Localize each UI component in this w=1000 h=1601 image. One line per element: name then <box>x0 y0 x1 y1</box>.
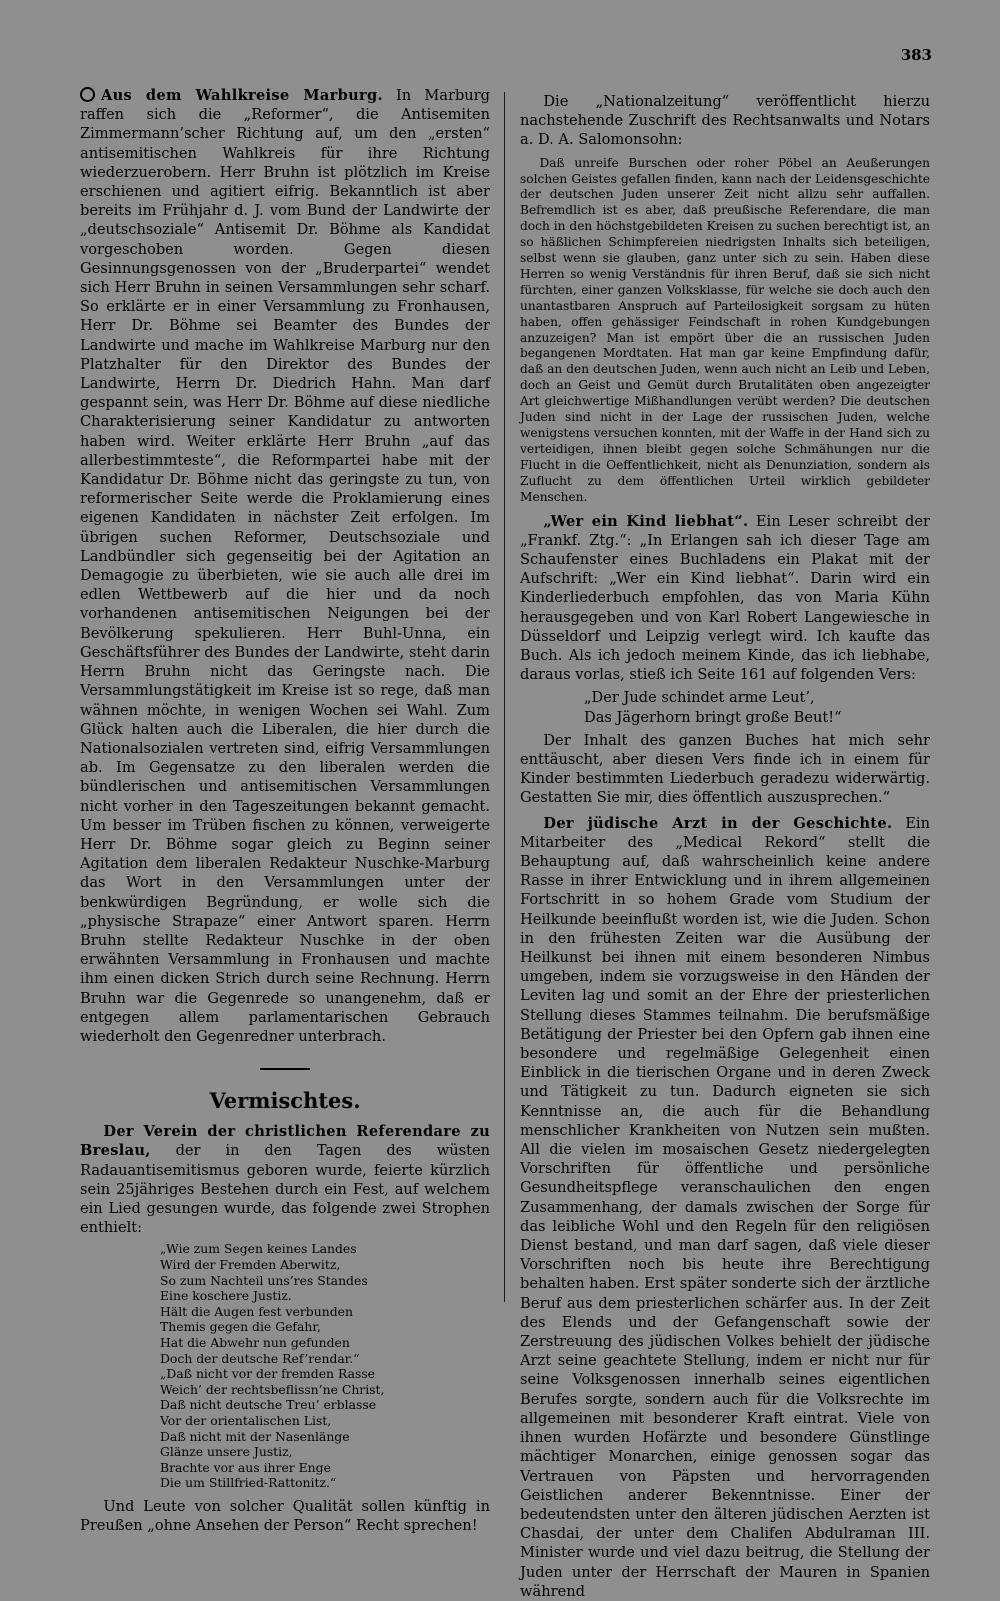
column-divider <box>504 92 505 1302</box>
article-body: der in den Tagen des wüsten Radauantisemitismus geboren wurde, feierte kürzlich sein 25jähriges Bestehen durch ein Fest, auf welchem ein Lied gesungen wurde, das folgende zwei Strophen enthielt: <box>80 1142 491 1237</box>
poem-line: „Wie zum Segen keines Landes <box>160 1241 357 1257</box>
poem-line: Wird der Fremden Aberwitz, <box>160 1256 341 1272</box>
article-body: Ein Leser schreibt der „Frankf. Ztg.“: „In Erlangen sah ich dieser Tage am Schaufenster eines Buchladens ein Plakat mit der Aufschrift: „Wer ein Kind liebhat“. Darin wird ein Kinderliederbuch empfohlen, das von Maria Kühn herausgegeben und von Karl Robert Langewiesche in Düsseldorf und Leipzig verlegt wird. Ich kaufte das Buch. Als ich jedoch meinem Kinde, das ich liebhabe, daraus vorlas, stieß ich Seite 161 auf folgenden Vers: <box>520 512 931 684</box>
poem-line: Brachte vor aus ihrer Enge <box>160 1459 331 1475</box>
article-heading: „Wer ein Kind liebhat“. <box>543 512 749 530</box>
verse <box>584 688 930 726</box>
article-heading: Der Verein der christlichen Referendare zu Breslau, <box>80 1123 490 1160</box>
poem-line: Vor der orientalischen List, <box>160 1412 332 1428</box>
salomonsohn-letter: Daß unreife Burschen oder roher Pöbel an Aeußerungen solchen Geistes gefallen finden, kann nach der Leidensgeschichte der deutschen Juden unserer Zeit nicht allzu sehr auffallen. Befremdlich ist es aber, daß preußische Referendare, die man doch in den höchstgebildeten Kreisen zu suchen berechtigt ist, an so häßlichen Schimpfereien niedrigsten Inhalts sich beteiligen, selbst wenn sie glauben, ganz unter sich zu sein. Haben diese Herren so wenig Verständnis für ihren Beruf, daß sie sich nicht fürchten, einer ganzen Volksklasse, für welche sie doch auch den unantastbaren Anspruch auf Parteilosigkeit sorgsam zu hüten haben, offen gehässiger Feindschaft in rohen Kundgebungen anzuzeigen? Man ist empört über die an russischen Juden begangenen Mordtaten. Hat man gar keine Empfindung dafür, daß an den deutschen Juden, wenn auch nicht an Leib und Leben, doch an Geist und Gemüt durch Brutalitäten oben angezeigter Art gleichwertige Mißhandlungen verübt werden? Die deutschen Juden sind nicht in der Lage der russischen Juden, welche wenigstens versuchen konnten, mit der Waffe in der Hand sich zu verteidigen, ihnen bleibt gegen solche Schmähungen nur die Flucht in die Oeffentlichkeit, nicht als Denunziation, sondern als Zuflucht zu dem öffentlichen Urteil wirklich gebildeter Menschen. <box>520 155 930 504</box>
poem-line: Doch der deutsche Ref’rendar.“ <box>160 1350 360 1366</box>
poem-line: Eine koschere Justiz. <box>160 1288 292 1304</box>
poem-line: „Daß nicht vor der fremden Rasse <box>160 1366 376 1382</box>
circle-mark-icon <box>80 87 95 102</box>
left-column <box>80 86 490 1535</box>
article-wahlkreis <box>80 86 490 1046</box>
poem <box>160 1241 490 1491</box>
section-divider <box>260 1068 310 1070</box>
article-heading: Der jüdische Arzt in der Geschichte. <box>543 814 893 832</box>
verse-line: Das Jägerhorn bringt große Beut!“ <box>584 708 842 726</box>
poem-line: Glänze unsere Justiz, <box>160 1444 293 1460</box>
article-body: Ein Mitarbeiter des „Medical Rekord“ stellt die Behauptung auf, daß wahrscheinlich keine andere Rasse in ihrer Entwicklung und in ihrem allgemeinen Fortschritt in so hohem Grade vom Studium der Heilkunde beeinflußt worden ist, wie die Juden. Schon in den frühesten Zeiten war die Ausübung der Heilkunst bei ihnen mit einem besonderen Nimbus umgeben, indem sie vorzugsweise in den Händen der Leviten lag und somit an der Ehre der priesterlichen Stellung dieses Stammes teilnahm. Die berufsmäßige Betätigung der Priester bei den Opfern gab ihnen eine besondere und regelmäßige Gelegenheit einen Einblick in die tierischen Organe und in deren Zweck und Tätigkeit zu tun. Dadurch eigneten sie sich Kenntnisse an, die auch für die Behandlung menschlicher Krankheiten von Nutzen sein mußten. All die vielen im mosaischen Gesetz niedergelegten Vorschriften für öffentliche und persönliche Gesundheitspflege veranschaulichen den engen Zusammenhang, der damals zwischen der Sorge für das leibliche Wohl und den Regeln für den religiösen Dienst bestand, und man darf sagen, daß viele dieser Vorschriften noch bis heute ihre Berechtigung behalten haben. Erst später sonderte sich der ärztliche Beruf aus dem priesterlichen schärfer aus. In der Zeit des Elends und der Gefangenschaft sowie der Zerstreuung des jüdischen Volkes behielt der jüdische Arzt seine geachtete Stellung, indem er nicht nur für seine Volksgenossen innerhalb seines eigentlichen Berufes sorgte, sondern auch für die Volksrechte im allgemeinen mit besonderer Kraft eintrat. Viele von ihnen wurden Hofärzte und besondere Günstlinge mächtiger Monarchen, einige genossen sogar das Vertrauen von Päpsten und hervorragenden Geistlichen anderer Bekenntnisse. Einer der bedeutendsten unter den älteren jüdischen Aerzten ist Chasdai, der unter dem Chalifen Abdulraman III. Minister wurde und viel dazu beitrug, die Stellung der Juden unter der Herrschaft der Mauren in Spanien während <box>520 814 931 1600</box>
page-number: 383 <box>900 46 932 64</box>
poem-line: Daß nicht deutsche Treu’ erblasse <box>160 1397 377 1413</box>
verse-line: „Der Jude schindet arme Leut’, <box>584 689 815 707</box>
article-kind-closing: Der Inhalt des ganzen Buches hat mich sehr enttäuscht, aber diesen Vers finde ich in einem für Kinder bestimmten Liederbuch geradezu widerwärtig. Gestatten Sie mir, dies öffentlich auszusprechen.“ <box>520 731 930 807</box>
article-heading: Aus dem Wahlkreise Marburg. <box>101 87 383 104</box>
poem-line: So zum Nachteil uns’res Standes <box>160 1272 368 1288</box>
section-title: Vermischtes. <box>209 1088 361 1114</box>
poem-line: Weich’ der rechtsbeflissn’ne Christ, <box>160 1381 385 1397</box>
article-verein <box>80 1122 490 1237</box>
poem-line: Hat die Abwehr nun gefunden <box>160 1334 350 1350</box>
poem-line: Themis gegen die Gefahr, <box>160 1319 321 1335</box>
right-column <box>520 92 930 1601</box>
nationalzeitung-intro: Die „Nationalzeitung“ veröffentlicht hierzu nachstehende Zuschrift des Rechtsanwalts und Notars a. D. A. Salomonsohn: <box>520 93 930 149</box>
article-closing: Und Leute von solcher Qualität sollen künftig in Preußen „ohne Ansehen der Person“ Recht sprechen! <box>80 1497 490 1535</box>
article-kind <box>520 512 930 685</box>
poem-line: Daß nicht mit der Nasenlänge <box>160 1428 350 1444</box>
article-body: In Marburg raffen sich die „Reformer“, die Antisemiten Zimmermann’scher Richtung auf, um den „ersten“ antisemitischen Wahlkreis für ihre Richtung wiederzuerobern. Herr Bruhn ist plötzlich im Kreise erschienen und agitiert eifrig. Bekanntlich ist aber bereits im Frühjahr d. J. vom Bund der Landwirte der „deutschsoziale“ Antisemit Dr. Böhme als Kandidat vorgeschoben worden. Gegen diesen Gesinnungsgenossen von der „Bruderpartei“ wendet sich Herr Bruhn in seinen Versammlungen sehr scharf. So erklärte er in einer Versammlung zu Fronhausen, Herr Dr. Böhme sei Beamter des Bundes der Landwirte und mache im Wahlkreise Marburg nur den Platzhalter für den Direktor des Bundes der Landwirte, Herrn Dr. Diedrich Hahn. Man darf gespannt sein, was Herr Dr. Böhme auf diese niedliche Charakterisierung seiner Kandidatur zu antworten haben wird. Weiter erklärte Herr Bruhn „auf das allerbestimmteste“, die Reformpartei habe mit der Kandidatur Dr. Böhme nicht das geringste zu tun, von reformerischer Seite werde die Proklamierung eines eigenen Kandidaten in nächster Zeit erfolgen. Im übrigen suchen Reformer, Deutschsoziale und Landbündler sich gegenseitig bei der Agitation an Demagogie zu überbieten, wie sie auch alle drei im edlen Wettbewerb auf die hier und da noch vorhandenen antisemitischen Neigungen bei der Bevölkerung spekulieren. Herr Buhl-Unna, ein Geschäftsführer des Bundes der Landwirte, steht darin Herrn Bruhn nicht das Geringste nach. Die Versammlungstätigkeit im Kreise ist so rege, daß man wähnen möchte, in wenigen Wochen sei Wahl. Zum Glück halten auch die Liberalen, die hier durch die Nationalsozialen vertreten sind, eifrig Versammlungen ab. Im Gegensatze zu den liberalen werden die bündlerischen und antisemitischen Versammlungen nicht vorher in den Tageszeitungen bekannt gemacht. Um besser im Trüben fischen zu können, verweigerte Herr Dr. Böhme sogar gleich zu Beginn seiner Agitation dem liberalen Redakteur Nuschke-Marburg das Wort in den Versammlungen unter der benkwürdigen Begründung, er wolle sich die „physische Strapaze“ einer Antwort sparen. Herrn Bruhn stellte Redakteur Nuschke in der oben erwähnten Versammlung in Fronhausen und machte ihm einen dicken Strich durch seine Rechnung. Herrn Bruhn war die Gegenrede so unangenehm, daß er entgegen allem parlamentarischen Gebrauch wiederholt den Gegenredner unterbrach. <box>80 87 490 1045</box>
poem-line: Hält die Augen fest verbunden <box>160 1303 353 1319</box>
poem-line: Die um Stillfried-Rattonitz.“ <box>160 1475 337 1491</box>
article-arzt <box>520 814 930 1601</box>
